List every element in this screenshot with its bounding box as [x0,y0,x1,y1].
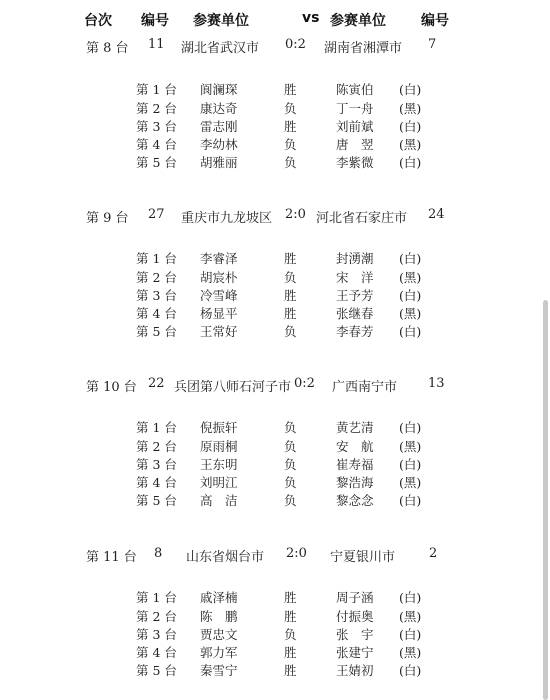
game-row [0,455,550,473]
game-result: 胜 [284,251,297,266]
match-score: 2:0 [285,207,306,222]
match-header [0,207,550,229]
game-result: 胜 [284,288,297,303]
game-board: 第 1 台 [136,251,177,266]
game-row [0,80,550,98]
game-result: 负 [284,439,297,454]
game-board: 第 4 台 [136,645,177,660]
player-color: (黑) [399,645,422,660]
game-row [0,249,550,267]
game-board: 第 3 台 [136,288,177,303]
header-number-2: 编号 [421,13,449,29]
game-row [0,643,550,661]
player-1: 胡雅丽 [200,155,238,170]
match-unit-1: 湖北省武汉市 [181,41,260,56]
game-row [0,473,550,491]
player-2: 丁一舟 [336,101,374,116]
match-number-2: 2 [429,546,438,561]
header-unit-1: 参赛单位 [193,13,249,29]
player-2: 黄艺清 [336,420,374,435]
match-header [0,546,550,568]
game-board: 第 2 台 [136,609,177,624]
game-result: 胜 [284,663,297,678]
match-table: 第 11 台 [86,550,137,565]
player-color: (黑) [399,475,422,490]
player-color: (黑) [399,270,422,285]
player-color: (白) [399,590,422,605]
player-2: 张建宁 [336,645,374,660]
player-1: 刘明江 [200,475,238,490]
match-unit-2: 河北省石家庄市 [316,211,408,226]
player-color: (黑) [399,306,422,321]
match-table: 第 8 台 [86,41,129,56]
match-number-2: 24 [428,207,445,222]
match-number-1: 27 [148,207,165,222]
header-number: 编号 [141,13,169,29]
player-1: 雷志刚 [200,119,238,134]
player-color: (白) [399,251,422,266]
player-2: 宋 洋 [336,270,374,285]
player-color: (白) [399,663,422,678]
game-result: 负 [284,475,297,490]
game-result: 负 [284,420,297,435]
player-color: (白) [399,420,422,435]
game-row [0,661,550,679]
game-result: 负 [284,627,297,642]
game-result: 负 [284,101,297,116]
game-row [0,153,550,171]
match-unit-2: 宁夏银川市 [330,550,396,565]
game-result: 胜 [284,119,297,134]
player-1: 阆澜琛 [200,82,238,97]
player-2: 张继春 [336,306,374,321]
player-1: 王东明 [200,457,238,472]
player-1: 郭力军 [200,645,238,660]
match-unit-1: 兵团第八师石河子市 [174,380,292,395]
player-color: (白) [399,155,422,170]
game-row [0,491,550,509]
game-board: 第 3 台 [136,457,177,472]
game-board: 第 2 台 [136,101,177,116]
player-color: (白) [399,493,422,508]
game-result: 胜 [284,590,297,605]
player-1: 杨显平 [200,306,238,321]
game-board: 第 1 台 [136,82,177,97]
player-1: 康达奇 [200,101,238,116]
player-color: (白) [399,324,422,339]
match-table: 第 10 台 [86,380,137,395]
player-1: 原雨桐 [200,439,238,454]
game-result: 负 [284,324,297,339]
match-score: 2:0 [286,546,307,561]
player-2: 黎浩海 [336,475,374,490]
game-board: 第 4 台 [136,475,177,490]
player-color: (白) [399,82,422,97]
player-2: 李紫微 [336,155,374,170]
game-row [0,304,550,322]
player-color: (白) [399,119,422,134]
game-result: 负 [284,137,297,152]
match-number-1: 11 [148,37,165,52]
game-board: 第 2 台 [136,439,177,454]
game-result: 负 [284,270,297,285]
player-2: 付振奥 [336,609,374,624]
match-table: 第 9 台 [86,211,129,226]
player-1: 冷雪峰 [200,288,238,303]
match-number-2: 13 [428,376,445,391]
player-color: (黑) [399,439,422,454]
game-result: 胜 [284,645,297,660]
player-1: 高 洁 [200,493,238,508]
player-2: 封湧潮 [336,251,374,266]
player-2: 李春芳 [336,324,374,339]
player-2: 安 航 [336,439,374,454]
player-1: 戚泽楠 [200,590,238,605]
header-vs: vs [302,10,320,26]
match-number-2: 7 [428,37,437,52]
match-unit-2: 广西南宁市 [332,380,398,395]
match-number-1: 22 [148,376,165,391]
player-1: 王常好 [200,324,238,339]
player-1: 秦雪宁 [200,663,238,678]
player-2: 唐 翌 [336,137,374,152]
game-board: 第 5 台 [136,493,177,508]
match-score: 0:2 [294,376,315,391]
player-color: (黑) [399,101,422,116]
game-board: 第 1 台 [136,420,177,435]
player-2: 周子涵 [336,590,374,605]
game-result: 负 [284,155,297,170]
player-color: (白) [399,457,422,472]
vertical-scrollbar[interactable] [543,300,548,700]
match-number-1: 8 [154,546,163,561]
player-1: 贾忠文 [200,627,238,642]
player-2: 陈寅伯 [336,82,374,97]
game-board: 第 5 台 [136,663,177,678]
game-row [0,437,550,455]
game-board: 第 3 台 [136,119,177,134]
game-row [0,607,550,625]
game-row [0,625,550,643]
game-row [0,99,550,117]
game-board: 第 1 台 [136,590,177,605]
game-board: 第 3 台 [136,627,177,642]
player-2: 王婧初 [336,663,374,678]
player-color: (黑) [399,137,422,152]
game-row [0,322,550,340]
player-2: 刘前斌 [336,119,374,134]
match-header [0,376,550,398]
player-color: (黑) [399,609,422,624]
player-color: (白) [399,627,422,642]
player-2: 王予芳 [336,288,374,303]
game-board: 第 4 台 [136,137,177,152]
game-row [0,135,550,153]
game-row [0,268,550,286]
header-unit-2: 参赛单位 [330,13,386,29]
game-board: 第 2 台 [136,270,177,285]
game-board: 第 5 台 [136,324,177,339]
match-score: 0:2 [285,37,306,52]
game-result: 负 [284,457,297,472]
game-result: 胜 [284,82,297,97]
match-unit-2: 湖南省湘潭市 [324,41,403,56]
game-board: 第 4 台 [136,306,177,321]
game-row [0,588,550,606]
player-2: 崔寿福 [336,457,374,472]
player-1: 陈 鹏 [200,609,238,624]
game-result: 胜 [284,609,297,624]
game-result: 负 [284,493,297,508]
match-unit-1: 山东省烟台市 [186,550,265,565]
player-1: 李幼林 [200,137,238,152]
player-color: (白) [399,288,422,303]
header-board: 台次 [84,13,112,29]
table-header [0,10,550,32]
player-2: 张 宇 [336,627,374,642]
match-header [0,37,550,59]
player-2: 黎念念 [336,493,374,508]
player-1: 胡宸朴 [200,270,238,285]
player-1: 倪振轩 [200,420,238,435]
game-row [0,117,550,135]
game-result: 胜 [284,306,297,321]
game-row [0,286,550,304]
game-board: 第 5 台 [136,155,177,170]
match-unit-1: 重庆市九龙坡区 [181,211,273,226]
game-row [0,418,550,436]
player-1: 李睿泽 [200,251,238,266]
